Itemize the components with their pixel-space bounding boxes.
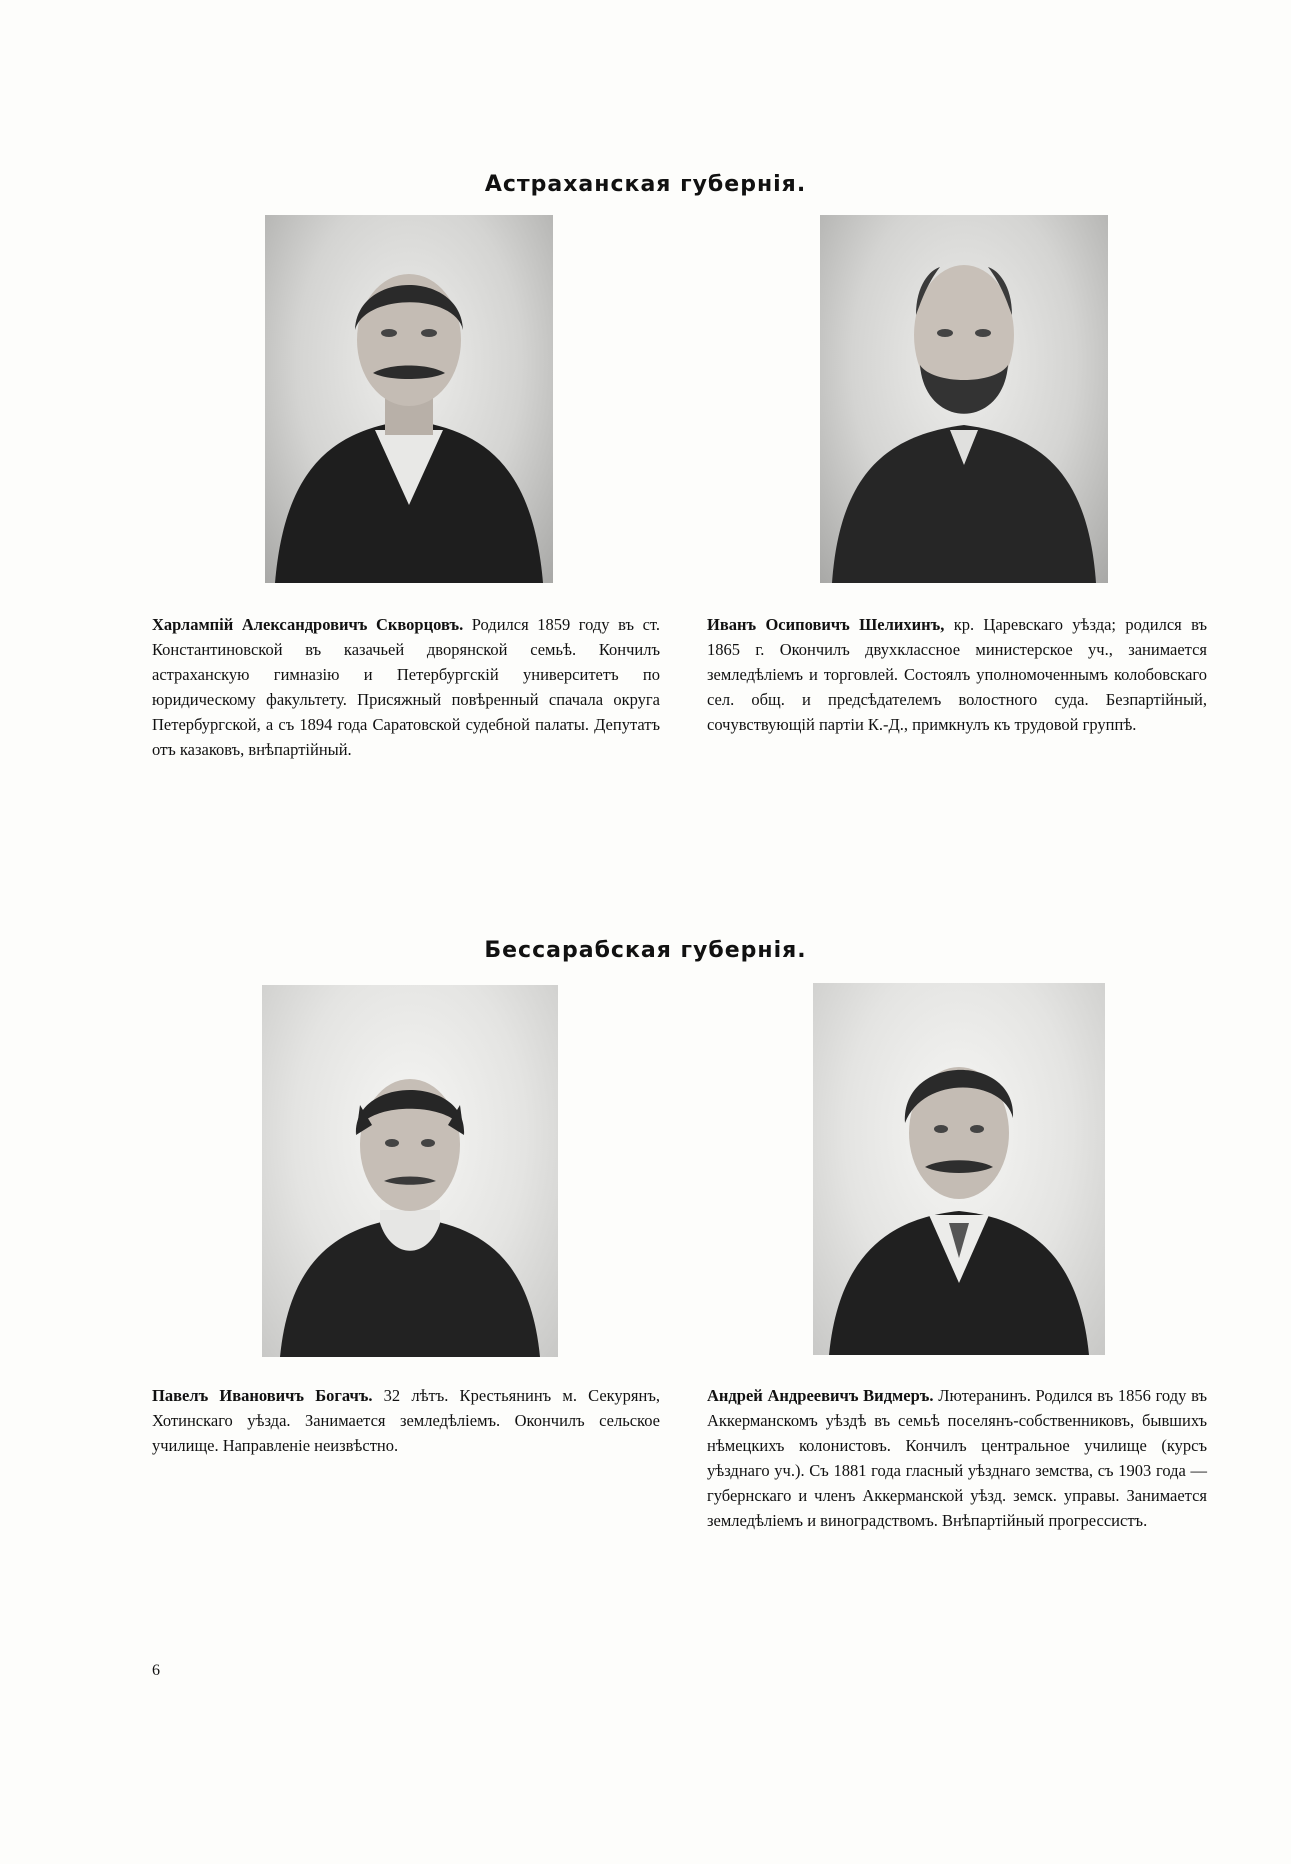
portrait-photo-skvortsov: [265, 215, 553, 583]
bio-bogach: [152, 1383, 660, 1458]
person-name: Иванъ Осиповичъ Шелихинъ,: [707, 615, 945, 634]
section-title-bessarabia: Бессарабская губернія.: [484, 938, 807, 963]
portrait-photo-bogach: [262, 985, 558, 1357]
person-bio: Родился 1859 году въ ст. Константиновской въ казачьей дворянской семьѣ. Кончилъ астраханскую гимназію и Петербургскій университетъ по юридическому факультету. Присяжный повѣренный спачала округа Петербургской, а съ 1894 года Саратовской судебной палаты. Депутатъ отъ казаковъ, внѣпартійный.: [152, 615, 660, 759]
portrait-photo-shelikhin: [820, 215, 1108, 583]
person-bio: Лютеранинъ. Родился въ 1856 году въ Аккерманскомъ уѣздѣ въ семьѣ поселянъ-собственниковъ, бывшихъ нѣмецкихъ колонистовъ. Кончилъ центральное училище (курсъ уѣзднаго уч.). Съ 1881 года гласный уѣзднаго земства, съ 1903 года — губернскаго и членъ Аккерманской уѣзд. земск. управы. Занимается земледѣліемъ и виноградствомъ. Внѣпартійный прогрессистъ.: [707, 1386, 1207, 1530]
portrait-photo-vidmer: [813, 983, 1105, 1355]
person-name: Харлампій Александровичъ Скворцовъ.: [152, 615, 464, 634]
bio-skvortsov: [152, 612, 660, 762]
person-name: Андрей Андреевичъ Видмеръ.: [707, 1386, 934, 1405]
person-bio: кр. Царевскаго уѣзда; родился въ 1865 г. Окончилъ двухклассное министерское уч., занимается земледѣліемъ и торговлей. Состоялъ уполномоченнымъ колобовскаго сел. общ. и предсѣдателемъ волостного суда. Безпартійный, сочувствующій партіи К.-Д., примкнулъ къ трудовой группѣ.: [707, 615, 1207, 734]
section-title-astrakhan: Астраханская губернія.: [484, 172, 807, 197]
bio-shelikhin: [707, 612, 1207, 737]
person-bio: 32 лѣтъ. Крестьянинъ м. Секурянъ, Хотинскаго уѣзда. Занимается земледѣліемъ. Окончилъ сельское училище. Направленіе неизвѣстно.: [152, 1386, 661, 1455]
bio-vidmer: [707, 1383, 1207, 1533]
page-number: 6: [152, 1662, 160, 1679]
person-name: Павелъ Ивановичъ Богачъ.: [152, 1386, 373, 1405]
